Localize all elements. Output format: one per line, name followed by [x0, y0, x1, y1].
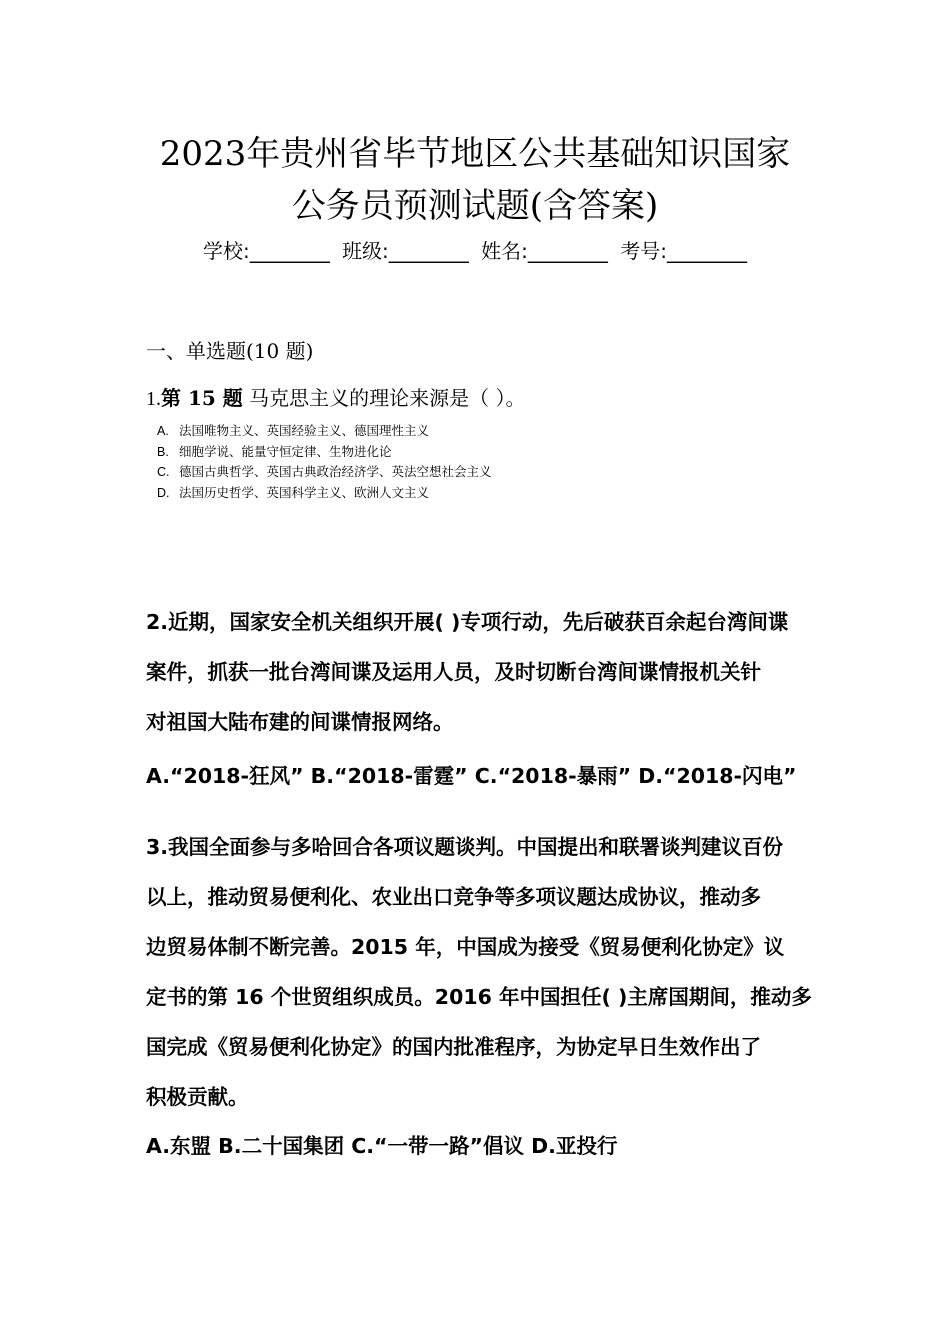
- question-3-line: 以上，推动贸易便利化、农业出口竞争等多项议题达成协议，推动多: [146, 885, 761, 909]
- class-field: 班级:________: [342, 239, 469, 263]
- question-1-option-c: [157, 462, 492, 483]
- option-letter: A.: [157, 424, 169, 438]
- question-3-line: 国完成《贸易便利化协定》的国内批准程序，为协定早日生效作出了: [146, 1035, 761, 1059]
- question-1-option-a: [157, 421, 492, 442]
- question-2: [146, 602, 812, 752]
- question-2-line: 案件，抓获一批台湾间谍及运用人员，及时切断台湾间谍情报机关针: [146, 660, 761, 684]
- question-3-line: 边贸易体制不断完善。2015 年，中国成为接受《贸易便利化协定》议: [146, 935, 785, 959]
- question-1-options: [157, 421, 492, 503]
- question-2-line: 对祖国大陆布建的间谍情报网络。: [146, 710, 454, 734]
- option-letter: B.: [157, 444, 169, 459]
- option-text: 德国古典哲学、英国古典政治经济学、英法空想社会主义: [179, 464, 492, 479]
- question-1: [146, 383, 525, 414]
- option-text: 法国历史哲学、英国科学主义、欧洲人文主义: [179, 484, 430, 500]
- question-1-option-d: [157, 483, 492, 504]
- question-1-number: 1.: [146, 388, 161, 410]
- question-3: [146, 827, 812, 1127]
- option-letter: C.: [157, 465, 170, 479]
- section-heading: 一、单选题(10 题): [146, 339, 314, 363]
- question-1-tag: 第 15 题: [161, 386, 243, 410]
- question-1-stem: 马克思主义的理论来源是（ ）。: [242, 386, 526, 410]
- question-3-line: 积极贡献。: [146, 1085, 249, 1109]
- question-3-line: 3.我国全面参与多哈回合各项议题谈判。中国提出和联署谈判建议百份: [146, 835, 784, 859]
- question-3-line: 定书的第 16 个世贸组织成员。2016 年中国担任( )主席国期间，推动多: [146, 985, 812, 1009]
- question-2-answer-options: A.“2018-狂风” B.“2018-雷霆” C.“2018-暴雨” D.“2018-闪电”: [146, 764, 797, 788]
- name-field: 姓名:________: [481, 239, 608, 263]
- document-title-line-2: 公务员预测试题(含答案): [291, 186, 659, 226]
- option-letter: D.: [157, 485, 170, 500]
- document-title-line-1: 2023年贵州省毕节地区公共基础知识国家: [159, 134, 791, 174]
- option-text: 细胞学说、能量守恒定律、生物进化论: [179, 443, 392, 459]
- student-info-row: [0, 236, 950, 266]
- option-text: 法国唯物主义、英国经验主义、德国理性主义: [179, 423, 430, 438]
- school-field: 学校:________: [202, 239, 330, 263]
- question-1-option-b: [157, 442, 492, 463]
- question-2-line: 2.近期，国家安全机关组织开展( )专项行动，先后破获百余起台湾间谍: [146, 610, 789, 634]
- question-3-answer-options: A.东盟 B.二十国集团 C.“一带一路”倡议 D.亚投行: [146, 1134, 618, 1158]
- exam-number-field: 考号:________: [620, 239, 748, 263]
